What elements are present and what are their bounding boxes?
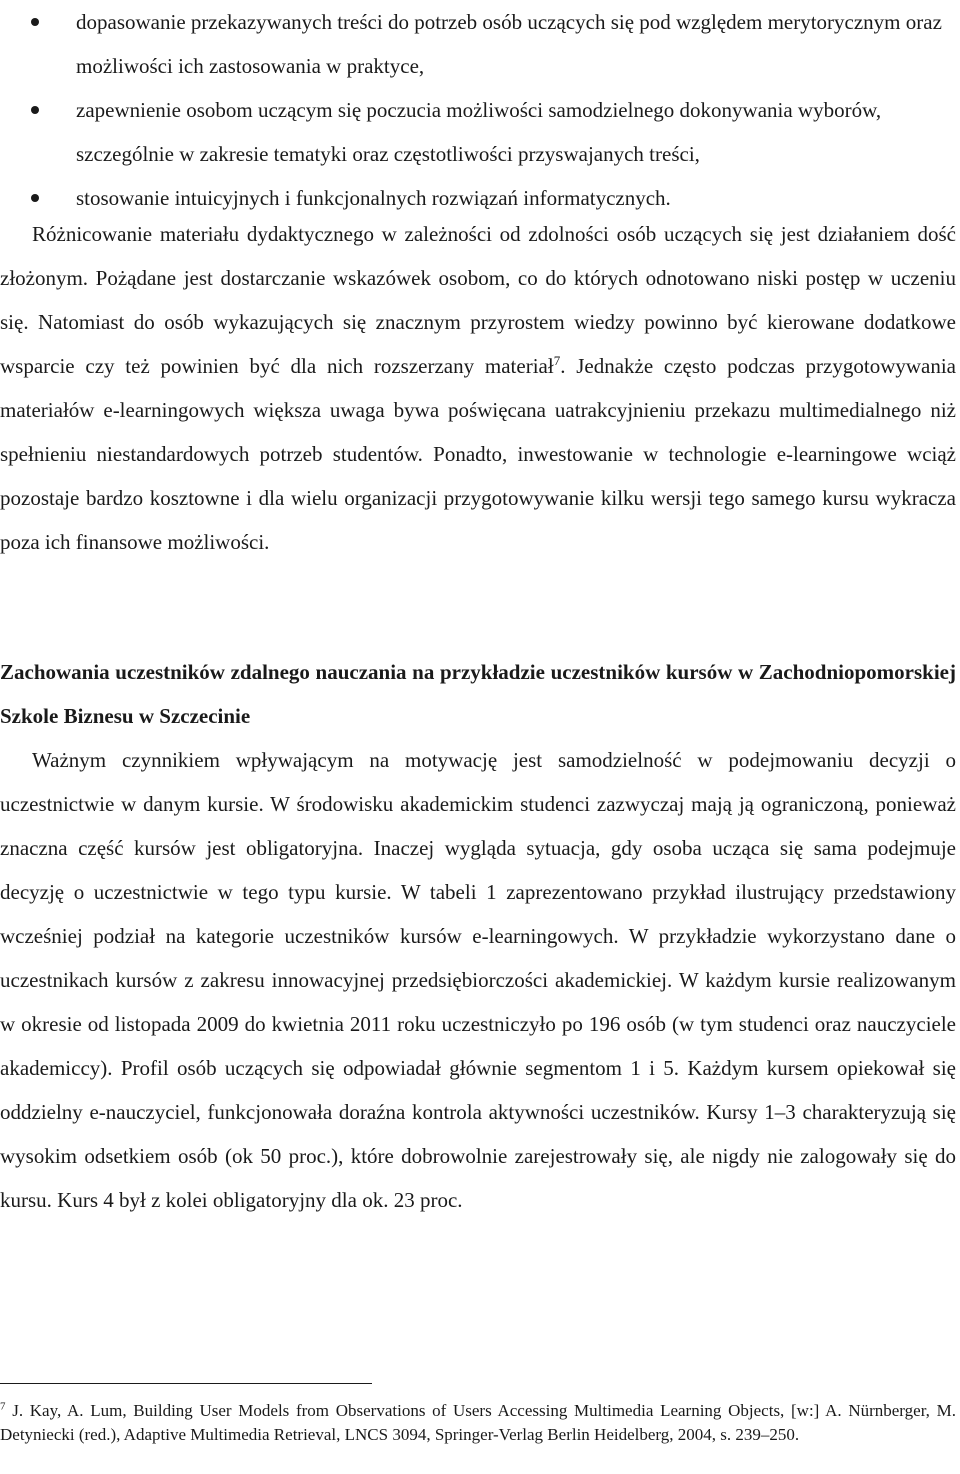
body-paragraph: Ważnym czynnikiem wpływającym na motywację jest samodzielność w podejmowaniu decyzji o uczestnictwie w danym kursie. W środowisku akademickim studenci zazwyczaj mają ją ograniczoną, ponieważ znaczna część kursów jest obligatoryjna. Inaczej wygląda sytuacja, gdy osoba ucząca się sama podejmuje decyzję o uczestnictwie w tego typu kursie. W tabeli 1 zaprezentowano przykład ilustrujący przedstawiony wcześniej podział na kategorie uczestników kursów e-learningowych. W przykładzie wykorzystano dane o uczestnikach kursów z zakresu innowacyjnej przedsiębiorczości akademickiej. W każdym kursie realizowanym w okresie od listopada 2009 do kwietnia 2011 roku uczestniczyło po 196 osób (w tym studenci oraz nauczyciele akademiccy). Profil osób uczących się odpowiadał głównie segmentom 1 i 5. Każdym kursem opiekował się oddzielny e-nauczyciel, funkcjonowała doraźna kontrola aktywności uczestników. Kursy 1–3 charakteryzują się wysokim odsetkiem osób (ok 50 proc.), które dobrowolnie zarejestrowały się, ale nigdy nie zalogowały się do kursu. Kurs 4 był z kolei obligatoryjny dla ok. 23 proc. — [0, 748, 956, 1212]
footnote-divider — [0, 1383, 372, 1384]
bullet-text: stosowanie intuicyjnych i funkcjonalnych rozwiązań informatycznych. — [76, 186, 671, 210]
body-paragraph — [0, 212, 956, 564]
footnote — [0, 1399, 956, 1447]
footnote-text: J. Kay, A. Lum, Building User Models from Observations of Users Accessing Multimedia Learning Objects, [w:] A. Nürnberger, M. Detyniecki (red.), Adaptive Multimedia Retrieval, LNCS 3094, Springer-Verlag Berlin Heidelberg, 2004, s. 239–250. — [0, 1401, 956, 1444]
bullet-item — [0, 88, 960, 176]
bullet-icon — [31, 194, 39, 202]
bullet-icon — [31, 18, 39, 26]
bullet-list — [0, 0, 960, 220]
bullet-icon — [31, 106, 39, 114]
bullet-text: zapewnienie osobom uczącym się poczucia możliwości samodzielnego dokonywania wyborów, szczególnie w zakresie tematyki oraz częstotliwości przyswajanych treści, — [76, 98, 882, 166]
footnote-reference[interactable]: 7 — [553, 353, 561, 368]
bullet-text: dopasowanie przekazywanych treści do potrzeb osób uczących się pod względem merytorycznym oraz możliwości ich zastosowania w praktyce, — [76, 10, 942, 78]
paragraph-text: Różnicowanie materiału dydaktycznego w zależności od zdolności osób uczących się jest działaniem dość złożonym. Pożądane jest dostarczanie wskazówek osobom, co do których odnotowano niski postęp w uczeniu się. Natomiast do osób wykazujących się znacznym przyrostem wiedzy powinno być kierowane dodatkowe wsparcie czy też powinien być dla nich rozszerzany materiał — [0, 222, 956, 378]
paragraph-text: . Jednakże często podczas przygotowywania materiałów e-learningowych większa uwaga bywa poświęcana uatrakcyjnieniu przekazu multimedialnego niż spełnieniu niestandardowych potrzeb studentów. Ponadto, inwestowanie w technologie e-learningowe wciąż pozostaje bardzo kosztowne i dla wielu organizacji przygotowywanie kilku wersji tego samego kursu wykracza poza ich finansowe możliwości. — [0, 354, 956, 554]
footnote-number: 7 — [0, 1400, 6, 1413]
bullet-item — [0, 0, 960, 88]
section-heading: Zachowania uczestników zdalnego nauczania na przykładzie uczestników kursów w Zachodniopomorskiej Szkole Biznesu w Szczecinie — [0, 660, 956, 728]
